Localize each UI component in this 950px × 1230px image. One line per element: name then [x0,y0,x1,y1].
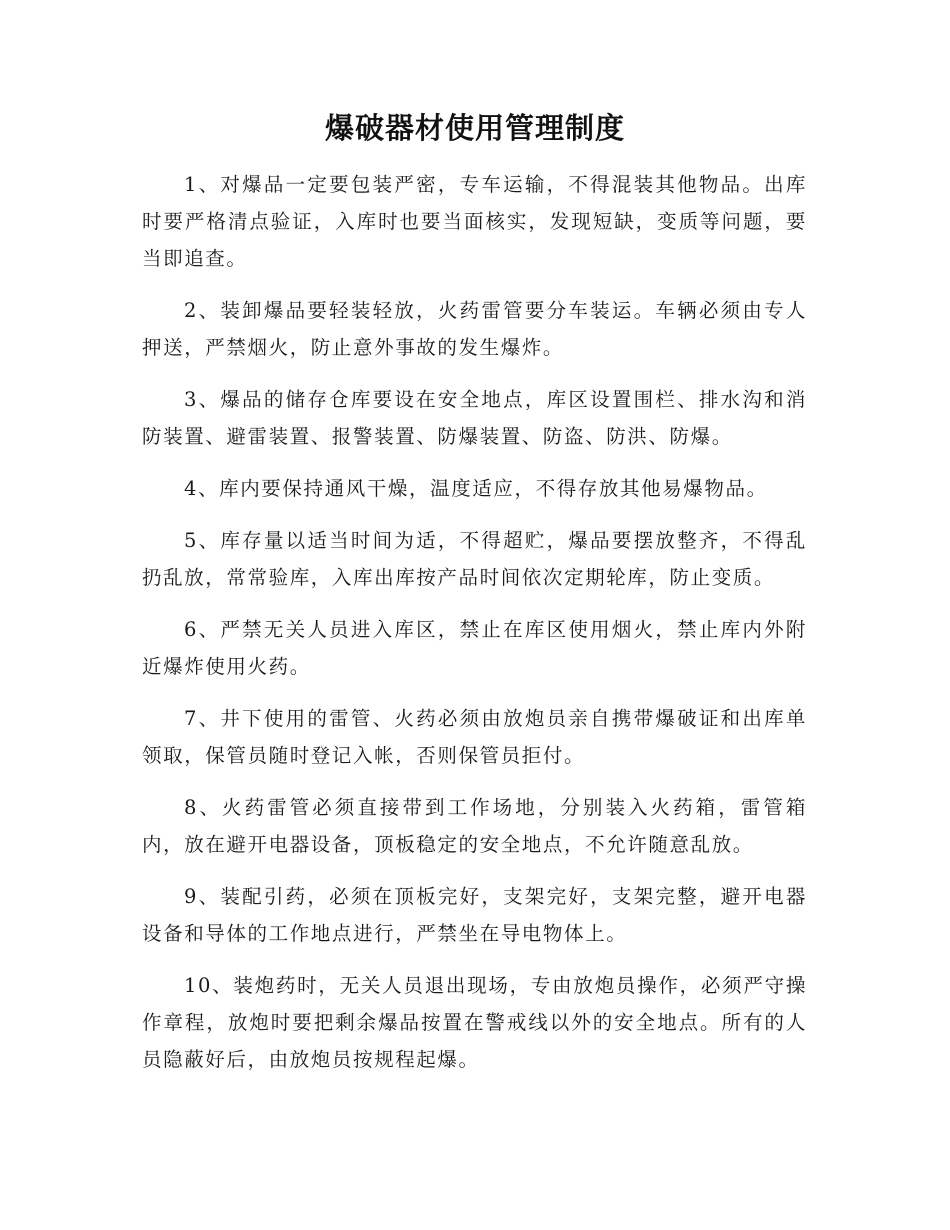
document-title: 爆破器材使用管理制度 [324,111,625,145]
paragraph-9: 9、装配引药，必须在顶板完好，支架完好，支架完整，避开电器设备和导体的工作地点进行，严禁坐在导电物体上。 [142,885,807,945]
paragraph-6: 6、严禁无关人员进入库区，禁止在库区使用烟火，禁止库内外附近爆炸使用火药。 [142,618,807,678]
paragraph-8: 8、火药雷管必须直接带到工作场地，分别装入火药箱，雷管箱内，放在避开电器设备，顶板稳定的安全地点，不允许随意乱放。 [142,796,807,856]
paragraph-1: 1、对爆品一定要包装严密，专车运输，不得混装其他物品。出库时要严格清点验证，入库时也要当面核实，发现短缺，变质等问题，要当即追查。 [142,173,807,270]
paragraph-2: 2、装卸爆品要轻装轻放，火药雷管要分车装运。车辆必须由专人押送，严禁烟火，防止意外事故的发生爆炸。 [142,299,807,359]
paragraph-3: 3、爆品的储存仓库要设在安全地点，库区设置围栏、排水沟和消防装置、避雷装置、报警装置、防爆装置、防盗、防洪、防爆。 [142,388,807,448]
paragraph-10: 10、装炮药时，无关人员退出现场，专由放炮员操作，必须严守操作章程，放炮时要把剩余爆品按置在警戒线以外的安全地点。所有的人员隐蔽好后，由放炮员按规程起爆。 [142,974,807,1071]
paragraph-5: 5、库存量以适当时间为适，不得超贮，爆品要摆放整齐，不得乱扔乱放，常常验库，入库出库按产品时间依次定期轮库，防止变质。 [142,529,807,589]
document-body [142,166,807,1093]
paragraph-4: 4、库内要保持通风干燥，温度适应，不得存放其他易爆物品。 [184,477,768,500]
paragraph-7: 7、井下使用的雷管、火药必须由放炮员亲自携带爆破证和出库单领取，保管员随时登记入帐，否则保管员拒付。 [142,707,807,767]
